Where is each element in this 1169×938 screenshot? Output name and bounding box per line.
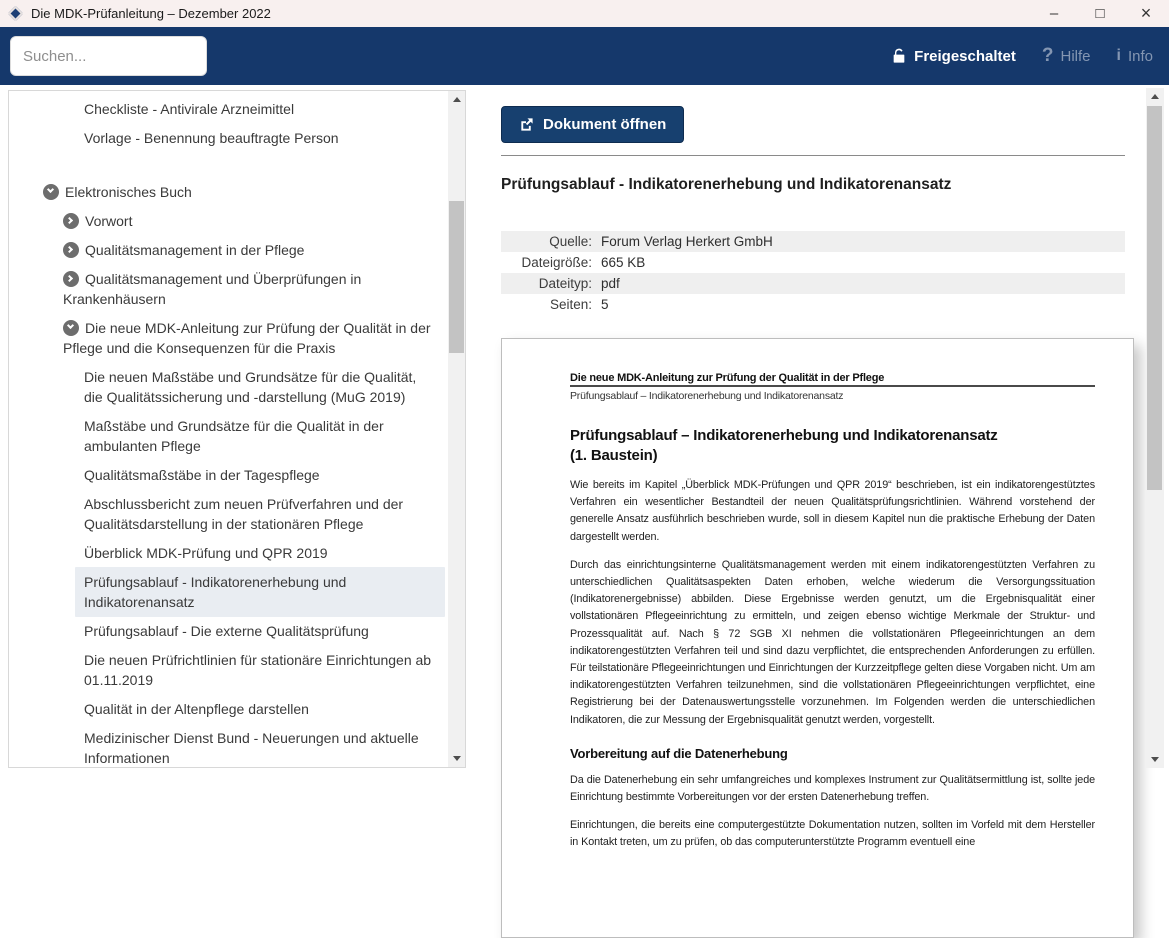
tree-spacer — [9, 157, 447, 182]
pdf-body-section-2 — [570, 772, 1095, 852]
pdf-paragraph: Wie bereits im Kapitel „Überblick MDK-Prüfungen und QPR 2019“ beschrieben, ist ein indikatorengestütztes Verfahren ein wesentlicher Bestandteil der neuen Qualitätsprüfungsrichtlinien. Während vorstehend der generelle Ansatz ausführlich beschrieben wurde, soll in diesem Kapitel nun die praktische Erhebung der Daten dargestellt werden. — [570, 479, 1095, 543]
pdf-body-section-1 — [570, 477, 1095, 729]
metadata-value: pdf — [601, 276, 620, 291]
navbar — [0, 27, 1169, 85]
tree-item-label: Die neuen Prüfrichtlinien für stationäre Einrichtungen ab 01.11.2019 — [84, 652, 432, 688]
tree-item[interactable] — [75, 567, 445, 617]
scroll-up-icon[interactable] — [1146, 88, 1163, 105]
pdf-section-heading: Vorbereitung auf die Datenerhebung — [570, 745, 788, 761]
tree-item-label: Qualitätsmanagement und Überprüfungen in Krankenhäusern — [63, 271, 362, 307]
divider — [501, 155, 1125, 156]
tree-item[interactable] — [63, 318, 443, 358]
tree-item[interactable] — [43, 182, 441, 202]
content-panel — [481, 90, 1145, 849]
navigation-tree — [9, 91, 447, 767]
unlocked-label: Freigeschaltet — [914, 47, 1016, 65]
info-label: Info — [1127, 47, 1153, 65]
tree-item[interactable] — [75, 650, 445, 690]
scroll-down-icon[interactable] — [448, 750, 465, 767]
tree-item-label: Prüfungsablauf - Indikatorenerhebung und Indikatorenansatz — [84, 574, 347, 610]
tree-item-label: Checkliste - Antivirale Arzneimittel — [84, 101, 295, 117]
window-title: Die MDK-Prüfanleitung – Dezember 2022 — [31, 6, 271, 21]
tree-item-label: Vorlage - Benennung beauftragte Person — [84, 130, 339, 146]
chevron-down-icon — [43, 184, 59, 200]
chevron-right-icon — [63, 213, 79, 229]
tree-item-label: Abschlussbericht zum neuen Prüfverfahren und der Qualitätsdarstellung in der stationären Pflege — [84, 496, 404, 532]
chevron-right-icon — [63, 271, 79, 287]
tree-item-label: Prüfungsablauf - Die externe Qualitätsprüfung — [84, 623, 369, 639]
tree-item[interactable] — [63, 240, 443, 260]
tree-item[interactable] — [75, 367, 445, 407]
tree-item-label: Medizinischer Dienst Bund - Neuerungen und aktuelle Informationen — [84, 730, 419, 766]
info-icon: i — [1116, 47, 1121, 64]
document-metadata — [501, 231, 1125, 315]
tree-item-label: Überblick MDK-Prüfung und QPR 2019 — [84, 545, 328, 561]
navbar-actions — [891, 27, 1153, 85]
metadata-label: Dateityp: — [538, 276, 592, 291]
sidebar-scrollbar-thumb[interactable] — [449, 201, 464, 353]
tree-item[interactable] — [75, 128, 445, 148]
maximize-button[interactable]: □ — [1095, 5, 1105, 22]
metadata-value: 665 KB — [601, 255, 646, 270]
help-button[interactable] — [1042, 45, 1091, 67]
help-label: Hilfe — [1060, 47, 1091, 65]
close-button[interactable]: × — [1140, 3, 1152, 23]
document-title: Prüfungsablauf - Indikatorenerhebung und Indikatorenansatz — [501, 176, 952, 193]
pdf-header-title: Die neue MDK-Anleitung zur Prüfung der Qualität in der Pflege — [570, 372, 1095, 387]
tree-item[interactable] — [75, 465, 445, 485]
pdf-heading: Prüfungsablauf – Indikatorenerhebung und Indikatorenansatz (1. Baustein) — [570, 427, 998, 464]
metadata-value: 5 — [601, 297, 609, 312]
metadata-label: Seiten: — [549, 297, 592, 312]
pdf-paragraph: Da die Datenerhebung ein sehr umfangreiches und komplexes Instrument zur Qualitätsermittlung ist, sollte jede Einrichtung bestimmte Vorbereitungen vor der ersten Datenerhebung treffen. — [570, 773, 1095, 804]
window-controls — [1031, 0, 1169, 27]
pdf-header-subtitle: Prüfungsablauf – Indikatorenerhebung und Indikatorenansatz — [570, 390, 844, 402]
open-document-button[interactable] — [501, 106, 684, 143]
pdf-paragraph: Einrichtungen, die bereits eine computergestützte Dokumentation nutzen, sollten im Vorfeld mit dem Hersteller in Kontakt treten, um zu prüfen, ob das computerunterstützte Programm eventuell eine — [570, 819, 1095, 849]
tree-item[interactable] — [75, 99, 445, 119]
minimize-button[interactable]: – — [1049, 5, 1059, 22]
metadata-row — [501, 294, 1125, 315]
info-button[interactable] — [1117, 47, 1153, 65]
unlocked-status[interactable] — [891, 48, 1016, 65]
metadata-row — [501, 273, 1125, 294]
metadata-value: Forum Verlag Herkert GmbH — [601, 234, 773, 249]
tree-item-label: Qualitätsmaßstäbe in der Tagespflege — [84, 467, 320, 483]
chevron-right-icon — [63, 242, 79, 258]
tree-item-label: Die neue MDK-Anleitung zur Prüfung der Qualität in der Pflege und die Konsequenzen für die Praxis — [63, 320, 431, 356]
tree-item[interactable] — [75, 543, 445, 563]
tree-item-label: Die neuen Maßstäbe und Grundsätze für die Qualität, die Qualitätssicherung und -darstellung (MuG 2019) — [84, 369, 417, 405]
tree-item-label: Maßstäbe und Grundsätze für die Qualität in der ambulanten Pflege — [84, 418, 384, 454]
tree-item[interactable] — [75, 699, 445, 719]
content-scrollbar-thumb[interactable] — [1147, 106, 1162, 490]
tree-item-label: Qualität in der Altenpflege darstellen — [84, 701, 309, 717]
tree-item[interactable] — [75, 416, 445, 456]
app-logo-icon — [8, 6, 23, 21]
question-icon: ? — [1041, 45, 1054, 66]
scroll-up-icon[interactable] — [448, 91, 465, 108]
chevron-down-icon — [63, 320, 79, 336]
metadata-label: Quelle: — [549, 234, 592, 249]
tree-item-label: Elektronisches Buch — [65, 184, 192, 200]
sidebar-panel — [8, 90, 466, 768]
pdf-preview — [501, 338, 1134, 938]
metadata-row — [501, 231, 1125, 252]
tree-item[interactable] — [63, 269, 443, 309]
metadata-row — [501, 252, 1125, 273]
tree-item[interactable] — [75, 621, 445, 641]
pdf-paragraph: Durch das einrichtungsinterne Qualitätsmanagement werden mit einem indikatorengestützten Verfahren zu unterschiedlichen Qualitätsaspekten Daten erhoben, welche wiederum die Versorgungssituation (Indikatorenergebnisse) abbilden. Diese Ergebnisse werden genutzt, um die Ergebnisqualität einer vollstationären Pflegeeinrichtung zu ermitteln, und zeigen ebenso wichtige Merkmale der Struktur- und Prozessqualität auf. Nach § 72 SGB XI nehmen die vollstationären Pflegeeinrichtungen an dem indikatorengestützten Verfahren teil und sind dazu verpflichtet, die entsprechenden Anforderungen zu erfüllen. Für teilstationäre Pflegeeinrichtungen und Einrichtungen der Kurzzeitpflege gelten diese Vorgaben nicht. Um am indikatorengestützten Verfahren teilzunehmen, sind die vollstationären Pflegeeinrichtungen verpflichtet, eine Registrierung bei der Datenauswertungsstelle vorzunehmen. Im Folgenden werden die unterschiedlichen Indikatoren, die zur Messung der Ergebnisqualität genutzt werden, vorgestellt. — [570, 558, 1095, 726]
tree-item[interactable] — [63, 211, 443, 231]
metadata-label: Dateigröße: — [521, 255, 592, 270]
search-input[interactable] — [10, 36, 207, 76]
tree-item-label: Vorwort — [85, 213, 133, 229]
tree-item[interactable] — [75, 494, 445, 534]
open-document-label: Dokument öffnen — [543, 116, 667, 133]
content-scrollbar[interactable] — [1146, 88, 1164, 768]
sidebar-scrollbar[interactable] — [448, 91, 465, 767]
unlock-icon — [891, 48, 907, 64]
external-link-icon — [519, 117, 534, 132]
tree-item-label: Qualitätsmanagement in der Pflege — [85, 242, 305, 258]
titlebar — [0, 0, 1169, 27]
scroll-down-icon[interactable] — [1146, 751, 1163, 768]
tree-item[interactable] — [75, 728, 445, 768]
